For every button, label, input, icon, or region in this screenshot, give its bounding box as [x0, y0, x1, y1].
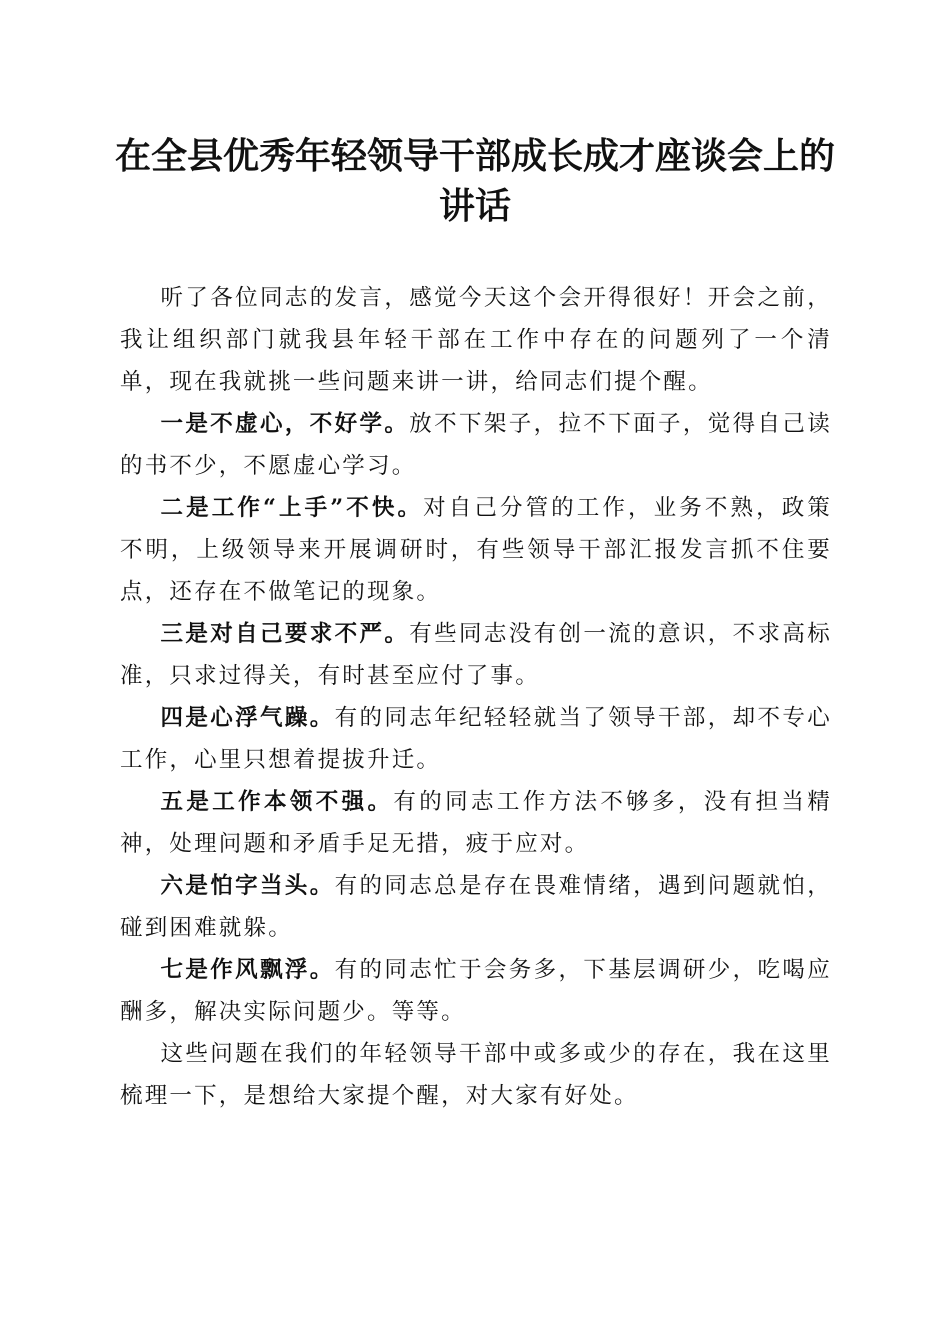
- point-lead: 二是工作“上手”不快。: [160, 495, 424, 521]
- closing-paragraph: 这些问题在我们的年轻领导干部中或多或少的存在，我在这里梳理一下，是想给大家提个醒，对大家有好处。: [120, 1041, 832, 1109]
- point-paragraph-3: [120, 613, 832, 697]
- point-lead: 三是对自己要求不严。: [160, 621, 410, 647]
- point-paragraph-2: [120, 487, 832, 613]
- point-paragraph-7: [120, 949, 832, 1033]
- document-body: [120, 277, 832, 1117]
- point-paragraph-1: [120, 403, 832, 487]
- point-text: 有些同志没有创一流的意识，不求高标准，只求过得关，有时甚至应付了事。: [120, 621, 832, 689]
- point-text: 有的同志工作方法不够多，没有担当精神，处理问题和矛盾手足无措，疲于应对。: [120, 789, 832, 857]
- point-paragraph-4: [120, 697, 832, 781]
- intro-paragraph: 听了各位同志的发言，感觉今天这个会开得很好！开会之前，我让组织部门就我县年轻干部在工作中存在的问题列了一个清单，现在我就挑一些问题来讲一讲，给同志们提个醒。: [120, 285, 832, 395]
- point-paragraph-5: [120, 781, 832, 865]
- point-lead: 五是工作本领不强。: [160, 789, 394, 815]
- point-lead: 七是作风飘浮。: [160, 957, 335, 983]
- point-text: 有的同志总是存在畏难情绪，遇到问题就怕，碰到困难就躲。: [120, 873, 832, 941]
- point-paragraph-6: [120, 865, 832, 949]
- point-lead: 一是不虚心，不好学。: [160, 411, 410, 437]
- point-lead: 六是怕字当头。: [160, 873, 335, 899]
- point-lead: 四是心浮气躁。: [160, 705, 335, 731]
- document-title: 在全县优秀年轻领导干部成长成才座谈会上的讲话: [114, 135, 835, 227]
- point-text: 有的同志年纪轻轻就当了领导干部，却不专心工作，心里只想着提拔升迁。: [120, 705, 832, 773]
- point-text: 有的同志忙于会务多，下基层调研少，吃喝应酬多，解决实际问题少。等等。: [120, 957, 832, 1025]
- point-text: 对自己分管的工作，业务不熟，政策不明，上级领导来开展调研时，有些领导干部汇报发言抓不住要点，还存在不做笔记的现象。: [120, 495, 833, 605]
- point-text: 放不下架子，拉不下面子，觉得自己读的书不少，不愿虚心学习。: [120, 411, 832, 479]
